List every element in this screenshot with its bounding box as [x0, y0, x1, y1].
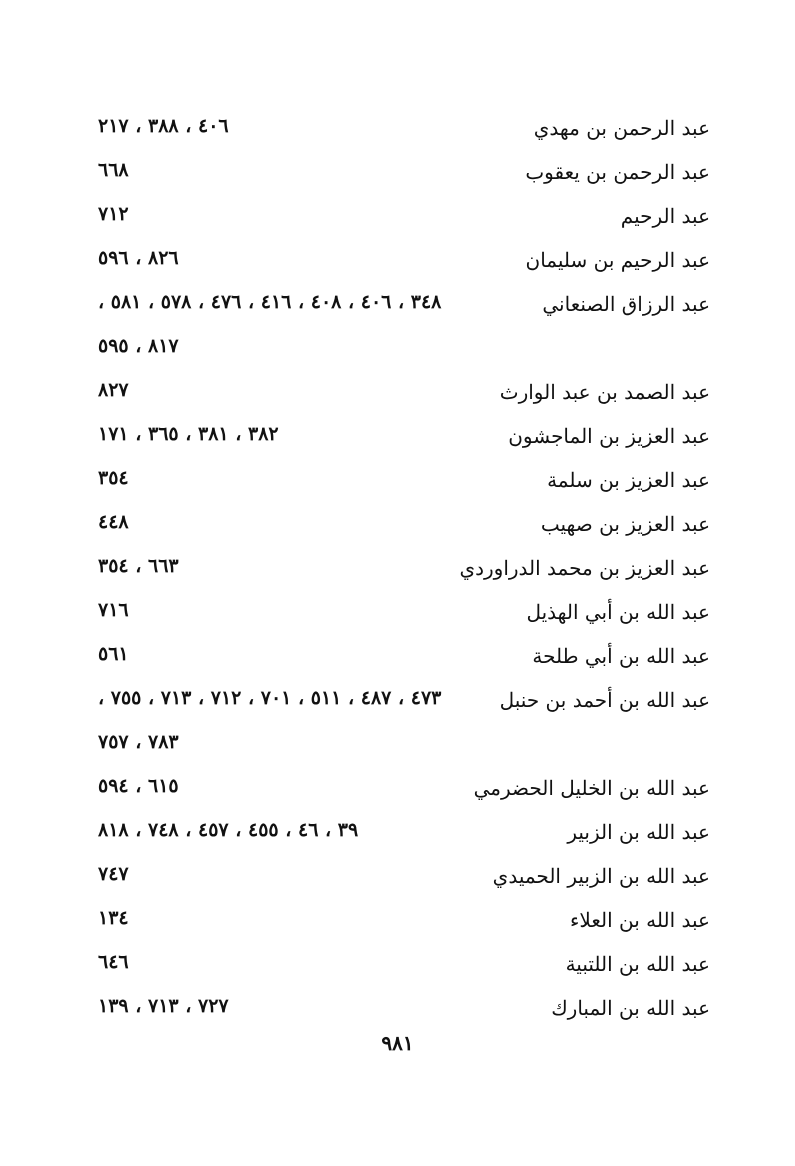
entry-page-refs: ٨٢٧ [98, 379, 129, 401]
index-entry [98, 943, 710, 987]
entry-name: عبد الله بن المبارك [551, 996, 710, 1020]
entry-page-refs: ٤٤٨ [98, 511, 129, 533]
entry-page-refs: ٨٢٦ ، ٥٩٦ [98, 247, 179, 269]
index-entry [98, 459, 710, 503]
index-entry [98, 415, 710, 459]
entry-name: عبد الله بن الزبير الحميدي [492, 864, 710, 888]
index-entry [98, 547, 710, 591]
entry-name: عبد الصمد بن عبد الوارث [499, 380, 710, 404]
entry-page-refs: ٦٤٦ [98, 951, 129, 973]
index-entry [98, 151, 710, 195]
index-entry [98, 723, 710, 767]
index-entry [98, 635, 710, 679]
entry-page-refs: ٦١٥ ، ٥٩٤ [98, 775, 179, 797]
entry-name: عبد العزيز بن صهيب [540, 512, 710, 536]
entry-page-refs: ٧٤٧ [98, 863, 129, 885]
index-entry [98, 371, 710, 415]
entry-name: عبد الرحمن بن يعقوب [525, 160, 710, 184]
entry-name: عبد الله بن أبي طلحة [532, 644, 710, 668]
entry-name: عبد الله بن العلاء [570, 908, 710, 932]
index-entry [98, 899, 710, 943]
index-entry [98, 283, 710, 327]
entry-page-refs: ٥٦١ [98, 643, 129, 665]
entry-page-refs: ٣٩ ، ٤٦ ، ٤٥٥ ، ٤٥٧ ، ٧٤٨ ، ٨١٨ [98, 819, 359, 841]
index-entry [98, 855, 710, 899]
entry-page-refs: ٣٥٤ [98, 467, 129, 489]
entry-name: عبد الله بن اللتبية [565, 952, 710, 976]
entry-name: عبد الرحيم [620, 204, 710, 228]
entry-page-refs: ٧١٢ [98, 203, 129, 225]
index-entry [98, 987, 710, 1031]
entry-name: عبد الله بن أبي الهذيل [526, 600, 710, 624]
index-entry [98, 503, 710, 547]
entry-page-refs: ٨١٧ ، ٥٩٥ [98, 335, 179, 357]
entry-page-refs: ١٣٤ [98, 907, 129, 929]
index-entry [98, 239, 710, 283]
index-entry [98, 195, 710, 239]
index-entry [98, 811, 710, 855]
page-number: ٩٨١ [381, 1031, 414, 1055]
entry-name: عبد الرزاق الصنعاني [542, 292, 710, 316]
index-entry [98, 327, 710, 371]
entry-page-refs: ٦٦٨ [98, 159, 129, 181]
entry-page-refs: ٦٦٣ ، ٣٥٤ [98, 555, 179, 577]
index-entry [98, 591, 710, 635]
entry-page-refs: ٧٨٣ ، ٧٥٧ [98, 731, 179, 753]
entry-name: عبد العزيز بن الماجشون [508, 424, 710, 448]
index-entry-list [98, 107, 710, 1031]
index-entry [98, 679, 710, 723]
entry-name: عبد العزيز بن محمد الدراوردي [459, 556, 710, 580]
entry-name: عبد العزيز بن سلمة [547, 468, 710, 492]
index-entry [98, 107, 710, 151]
entry-name: عبد الرحمن بن مهدي [533, 116, 710, 140]
index-entry [98, 767, 710, 811]
entry-page-refs: ٤٧٣ ، ٤٨٧ ، ٥١١ ، ٧٠١ ، ٧١٢ ، ٧١٣ ، ٧٥٥ ، [98, 687, 442, 709]
entry-name: عبد الله بن الزبير [567, 820, 710, 844]
entry-page-refs: ٧١٦ [98, 599, 129, 621]
entry-name: عبد الله بن الخليل الحضرمي [473, 776, 710, 800]
entry-page-refs: ٧٢٧ ، ٧١٣ ، ١٣٩ [98, 995, 229, 1017]
entry-name: عبد الله بن أحمد بن حنبل [499, 688, 710, 712]
entry-name: عبد الرحيم بن سليمان [525, 248, 710, 272]
entry-page-refs: ٣٨٢ ، ٣٨١ ، ٣٦٥ ، ١٧١ [98, 423, 279, 445]
entry-page-refs: ٤٠٦ ، ٣٨٨ ، ٢١٧ [98, 115, 229, 137]
entry-page-refs: ٣٤٨ ، ٤٠٦ ، ٤٠٨ ، ٤١٦ ، ٤٧٦ ، ٥٧٨ ، ٥٨١ ، [98, 291, 442, 313]
